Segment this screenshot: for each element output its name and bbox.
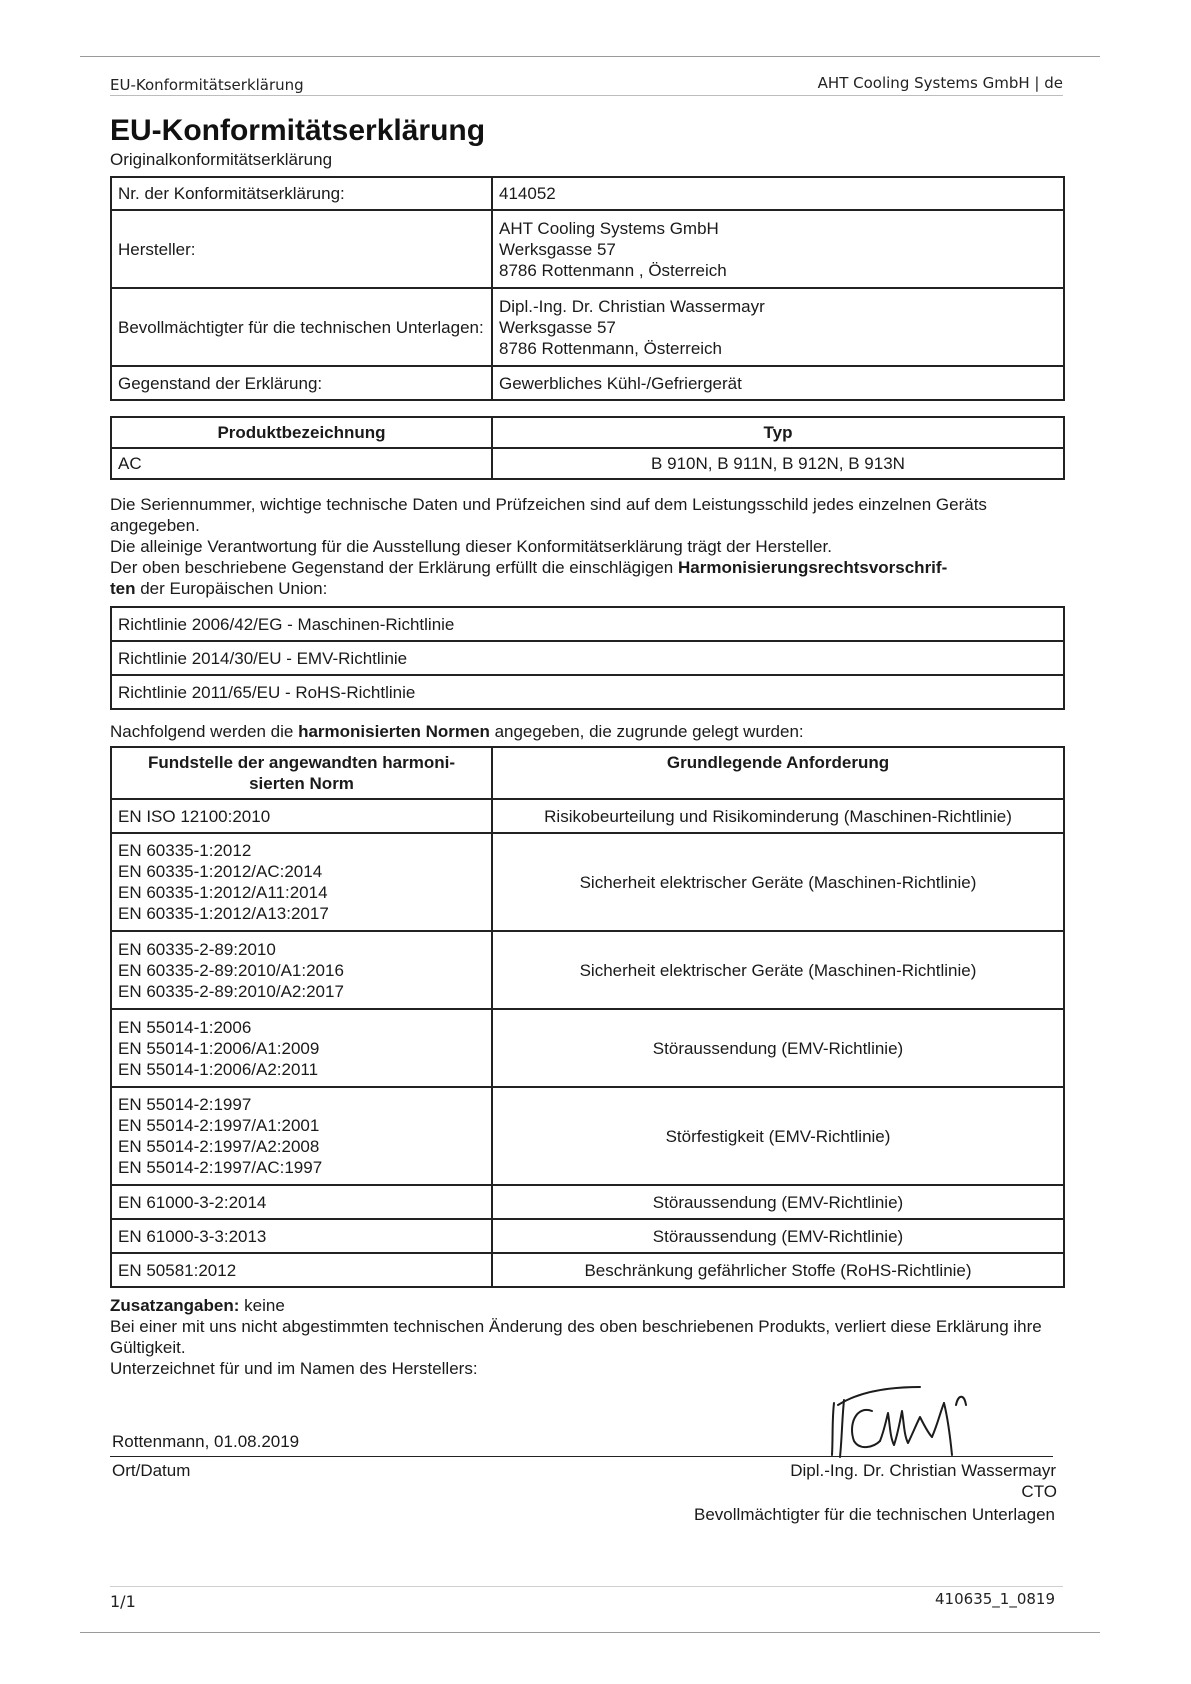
product-types: B 910N, B 911N, B 912N, B 913N <box>492 448 1064 479</box>
info-table <box>110 176 1065 401</box>
norm-requirement: Sicherheit elektrischer Geräte (Maschinen-Richtlinie) <box>492 833 1064 931</box>
table-row <box>111 799 1064 833</box>
info-value <box>492 210 1064 288</box>
intro-paragraph: Der oben beschriebene Gegenstand der Erklärung erfüllt die einschlägigen Harmonisierungsrechtsvorschrif- ten der Europäischen Union: <box>110 558 948 598</box>
norms-intro: Nachfolgend werden die harmonisierten Normen angegeben, die zugrunde gelegt wurden: <box>110 722 804 741</box>
value-line: Dipl.-Ing. Dr. Christian Wassermayr <box>499 296 765 316</box>
info-label: Nr. der Konformitätserklärung: <box>111 177 492 210</box>
norm-requirement: Störfestigkeit (EMV-Richtlinie) <box>492 1087 1064 1185</box>
table-row <box>111 675 1064 709</box>
place-date: Rottenmann, 01.08.2019 <box>112 1432 300 1451</box>
intro-paragraph: Die alleinige Verantwortung für die Ausstellung dieser Konformitätserklärung trägt der Hersteller. <box>110 537 832 556</box>
directive: Richtlinie 2014/30/EU - EMV-Richtlinie <box>111 641 1064 675</box>
signatory-name: Dipl.-Ing. Dr. Christian Wassermayr <box>790 1461 1056 1480</box>
norm-requirement: Störaussendung (EMV-Richtlinie) <box>492 1185 1064 1219</box>
norms-table <box>110 746 1065 1288</box>
column-header: Typ <box>492 417 1064 448</box>
norm-reference: EN ISO 12100:2010 <box>111 799 492 833</box>
value-line: 8786 Rottenmann , Österreich <box>499 260 727 280</box>
product-table <box>110 416 1065 480</box>
value-line: AHT Cooling Systems GmbH <box>499 218 719 238</box>
directives-table <box>110 606 1065 710</box>
table-row <box>111 607 1064 641</box>
table-row <box>111 1009 1064 1087</box>
info-label: Bevollmächtigter für die technischen Unterlagen: <box>111 288 492 366</box>
header-underline <box>110 95 1063 96</box>
norm-requirement: Störaussendung (EMV-Richtlinie) <box>492 1219 1064 1253</box>
signatory-function: Bevollmächtigter für die technischen Unterlagen <box>694 1505 1055 1524</box>
document-id: 410635_1_0819 <box>935 1590 1055 1608</box>
value-line: Werksgasse 57 <box>499 239 616 259</box>
table-row <box>111 366 1064 400</box>
table-header-row <box>111 747 1064 799</box>
info-value: Gewerbliches Kühl-/Gefriergerät <box>492 366 1064 400</box>
table-row <box>111 1087 1064 1185</box>
signature-line <box>110 1456 1053 1457</box>
norm-reference: EN 60335-2-89:2010 EN 60335-2-89:2010/A1:2016 EN 60335-2-89:2010/A2:2017 <box>111 931 492 1009</box>
place-date-label: Ort/Datum <box>112 1461 191 1480</box>
norm-reference: EN 60335-1:2012 EN 60335-1:2012/AC:2014 EN 60335-1:2012/A11:2014 EN 60335-1:2012/A13:2017 <box>111 833 492 931</box>
info-label: Gegenstand der Erklärung: <box>111 366 492 400</box>
directive: Richtlinie 2011/65/EU - RoHS-Richtlinie <box>111 675 1064 709</box>
info-value: 414052 <box>492 177 1064 210</box>
page-subtitle: Originalkonformitätserklärung <box>110 150 333 169</box>
norm-requirement: Sicherheit elektrischer Geräte (Maschinen-Richtlinie) <box>492 931 1064 1009</box>
top-rule <box>80 56 1100 57</box>
column-header: Fundstelle der angewandten harmoni- sierten Norm <box>111 747 492 799</box>
additional-paragraph: Bei einer mit uns nicht abgestimmten technischen Änderung des oben beschriebenen Produkts, verliert diese Erklärung ihre Gültigkeit. <box>110 1317 1042 1357</box>
norm-reference: EN 55014-1:2006 EN 55014-1:2006/A1:2009 EN 55014-1:2006/A2:2011 <box>111 1009 492 1087</box>
norm-reference: EN 61000-3-2:2014 <box>111 1185 492 1219</box>
page-number: 1/1 <box>110 1592 136 1611</box>
table-row <box>111 833 1064 931</box>
additional-line: Zusatzangaben: keine <box>110 1296 285 1315</box>
table-row <box>111 1185 1064 1219</box>
additional-paragraph: Unterzeichnet für und im Namen des Herstellers: <box>110 1359 478 1378</box>
norm-requirement: Störaussendung (EMV-Richtlinie) <box>492 1009 1064 1087</box>
page-title: EU-Konformitätserklärung <box>110 114 486 147</box>
table-header-row <box>111 417 1064 448</box>
table-row <box>111 210 1064 288</box>
value-line: 8786 Rottenmann, Österreich <box>499 338 723 358</box>
table-row <box>111 1219 1064 1253</box>
directive: Richtlinie 2006/42/EG - Maschinen-Richtlinie <box>111 607 1064 641</box>
info-label: Hersteller: <box>111 210 492 288</box>
product-name: AC <box>111 448 492 479</box>
norm-reference: EN 55014-2:1997 EN 55014-2:1997/A1:2001 EN 55014-2:1997/A2:2008 EN 55014-2:1997/AC:1997 <box>111 1087 492 1185</box>
table-row <box>111 177 1064 210</box>
info-value <box>492 288 1064 366</box>
footer-rule-top <box>110 1586 1063 1587</box>
norm-requirement: Beschränkung gefährlicher Stoffe (RoHS-Richtlinie) <box>492 1253 1064 1287</box>
intro-text <box>110 494 1070 599</box>
bottom-rule <box>80 1632 1100 1633</box>
header-right: AHT Cooling Systems GmbH | de <box>817 74 1063 92</box>
column-header: Grundlegende Anforderung <box>492 747 1064 799</box>
table-row <box>111 448 1064 479</box>
table-row <box>111 1253 1064 1287</box>
table-row <box>111 641 1064 675</box>
intro-paragraph: Die Seriennummer, wichtige technische Daten und Prüfzeichen sind auf dem Leistungsschild jedes einzelnen Geräts angegeben. <box>110 495 987 535</box>
additional-info <box>110 1295 1070 1379</box>
header-left: EU-Konformitätserklärung <box>110 76 304 94</box>
norm-reference: EN 50581:2012 <box>111 1253 492 1287</box>
norm-requirement: Risikobeurteilung und Risikominderung (Maschinen-Richtlinie) <box>492 799 1064 833</box>
norm-reference: EN 61000-3-3:2013 <box>111 1219 492 1253</box>
column-header: Produktbezeichnung <box>111 417 492 448</box>
value-line: Werksgasse 57 <box>499 317 616 337</box>
signatory-role: CTO <box>1021 1482 1057 1501</box>
table-row <box>111 931 1064 1009</box>
table-row <box>111 288 1064 366</box>
